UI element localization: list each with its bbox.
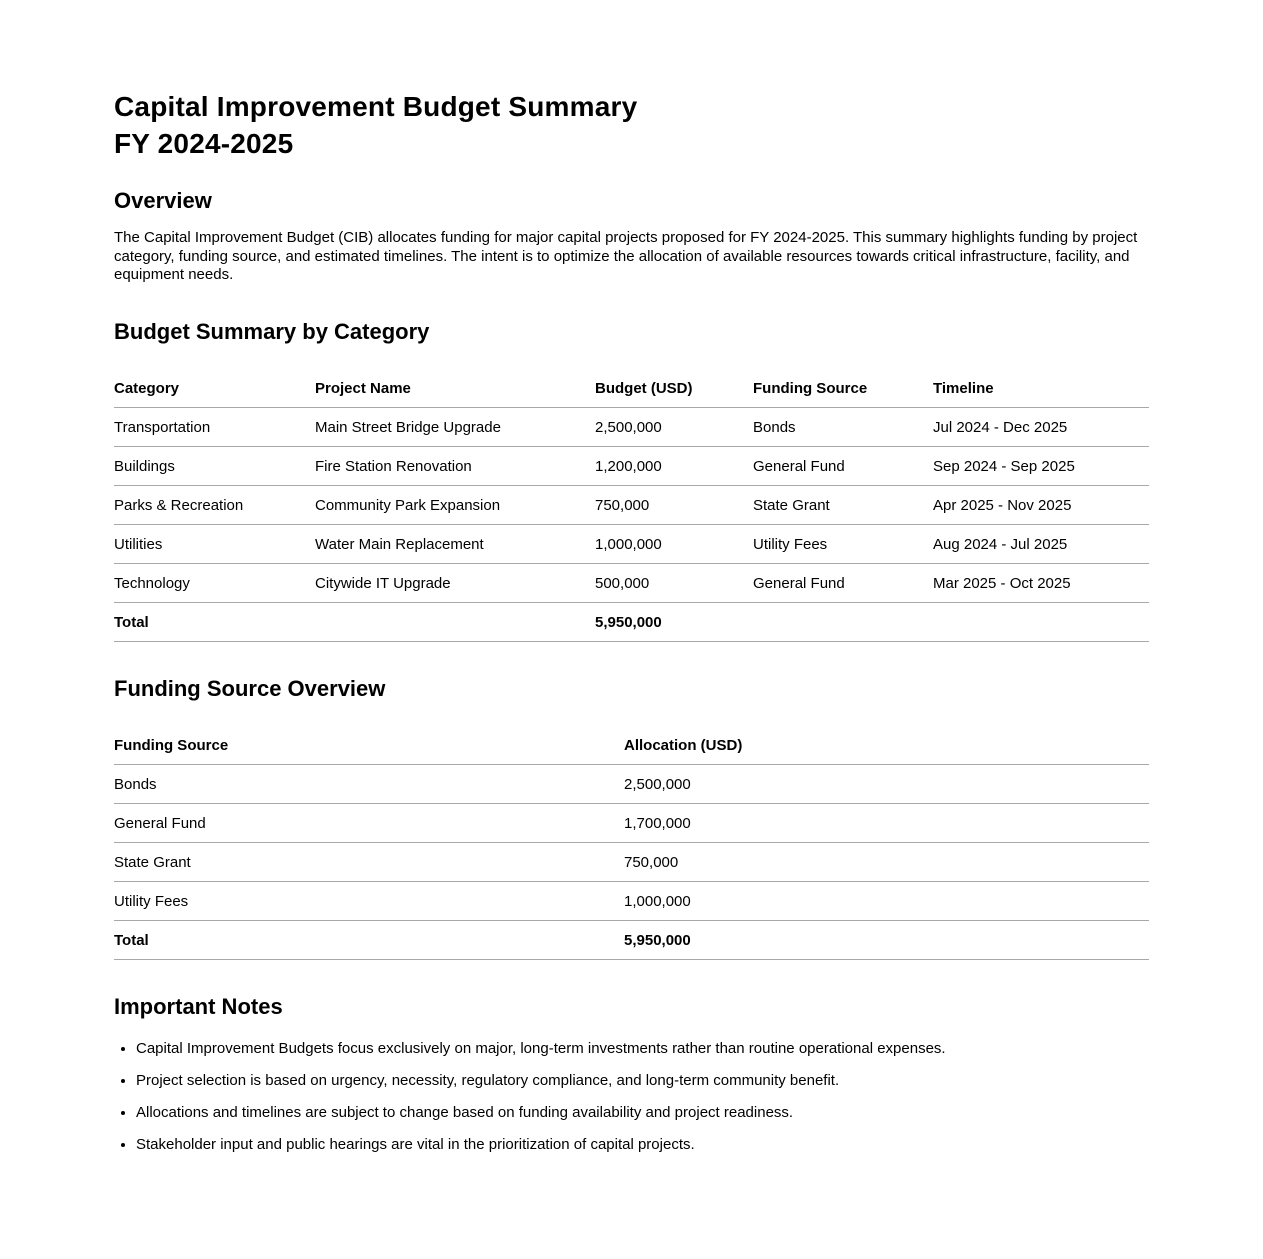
list-item: • Project selection is based on urgency, necessity, regulatory compliance, and long-term community benefit. [136,1072,1149,1090]
column-header-timeline: Timeline [933,369,1149,408]
total-label: Total [114,920,624,959]
cell-funding-source: State Grant [753,485,933,524]
cell-funding-source: State Grant [114,842,624,881]
cell-funding-source: Utility Fees [753,524,933,563]
funding-source-heading: Funding Source Overview [114,675,386,701]
cell-project-name: Citywide IT Upgrade [315,563,595,602]
list-item: • Stakeholder input and public hearings are vital in the prioritization of capital projects. [136,1136,1149,1154]
cell-project-name: Water Main Replacement [315,524,595,563]
cell-funding-source: Bonds [753,407,933,446]
cell-timeline: Apr 2025 - Nov 2025 [933,485,1149,524]
cell-budget: 1,200,000 [595,446,753,485]
total-budget-value: 5,950,000 [595,602,753,641]
budget-summary-heading: Budget Summary by Category [114,318,430,344]
empty-cell [753,602,933,641]
empty-cell [315,602,595,641]
cell-allocation: 1,700,000 [624,803,1149,842]
budget-total-row [114,602,1149,641]
column-header-category: Category [114,369,315,408]
document-title-line1: Capital Improvement Budget Summary [114,91,638,122]
cell-category: Buildings [114,446,315,485]
important-notes-list [114,1040,1149,1154]
document-title-line2: FY 2024-2025 [114,128,294,159]
list-item: • Capital Improvement Budgets focus exclusively on major, long-term investments rather than routine operational expenses. [136,1040,1149,1058]
table-row [114,803,1149,842]
table-row [114,881,1149,920]
cell-funding-source: General Fund [753,563,933,602]
funding-source-table [114,726,1149,960]
table-row [114,485,1149,524]
budget-table-header-row [114,369,1149,408]
cell-allocation: 2,500,000 [624,764,1149,803]
cell-project-name: Main Street Bridge Upgrade [315,407,595,446]
cell-funding-source: General Fund [114,803,624,842]
table-row [114,446,1149,485]
table-row [114,407,1149,446]
cell-funding-source: Bonds [114,764,624,803]
table-row [114,524,1149,563]
cell-budget: 500,000 [595,563,753,602]
column-header-funding-source: Funding Source [753,369,933,408]
funding-table-header-row [114,726,1149,765]
table-row [114,563,1149,602]
list-item: • Allocations and timelines are subject to change based on funding availability and project readiness. [136,1104,1149,1122]
cell-timeline: Aug 2024 - Jul 2025 [933,524,1149,563]
cell-project-name: Fire Station Renovation [315,446,595,485]
column-header-project-name: Project Name [315,369,595,408]
cell-category: Parks & Recreation [114,485,315,524]
column-header-budget: Budget (USD) [595,369,753,408]
column-header-funding-source: Funding Source [114,726,624,765]
total-label: Total [114,602,315,641]
cell-funding-source: General Fund [753,446,933,485]
cell-allocation: 1,000,000 [624,881,1149,920]
cell-budget: 1,000,000 [595,524,753,563]
cell-category: Utilities [114,524,315,563]
cell-project-name: Community Park Expansion [315,485,595,524]
overview-heading: Overview [114,188,212,213]
budget-summary-table [114,369,1149,642]
cell-timeline: Jul 2024 - Dec 2025 [933,407,1149,446]
total-allocation-value: 5,950,000 [624,920,1149,959]
cell-timeline: Mar 2025 - Oct 2025 [933,563,1149,602]
empty-cell [933,602,1149,641]
cell-funding-source: Utility Fees [114,881,624,920]
cell-budget: 750,000 [595,485,753,524]
funding-total-row [114,920,1149,959]
cell-category: Transportation [114,407,315,446]
cell-category: Technology [114,563,315,602]
table-row [114,764,1149,803]
document-page [114,0,1149,1154]
cell-budget: 2,500,000 [595,407,753,446]
cell-allocation: 750,000 [624,842,1149,881]
column-header-allocation: Allocation (USD) [624,726,1149,765]
document-title [114,88,1149,162]
table-row [114,842,1149,881]
important-notes-heading: Important Notes [114,993,283,1019]
cell-timeline: Sep 2024 - Sep 2025 [933,446,1149,485]
overview-paragraph: The Capital Improvement Budget (CIB) allocates funding for major capital projects proposed for FY 2024-2025. This summary highlights funding by project category, funding source, and estimated timelines. The intent is to optimize the allocation of available resources towards critical infrastructure, facility, and equipment needs. [114,229,1138,283]
